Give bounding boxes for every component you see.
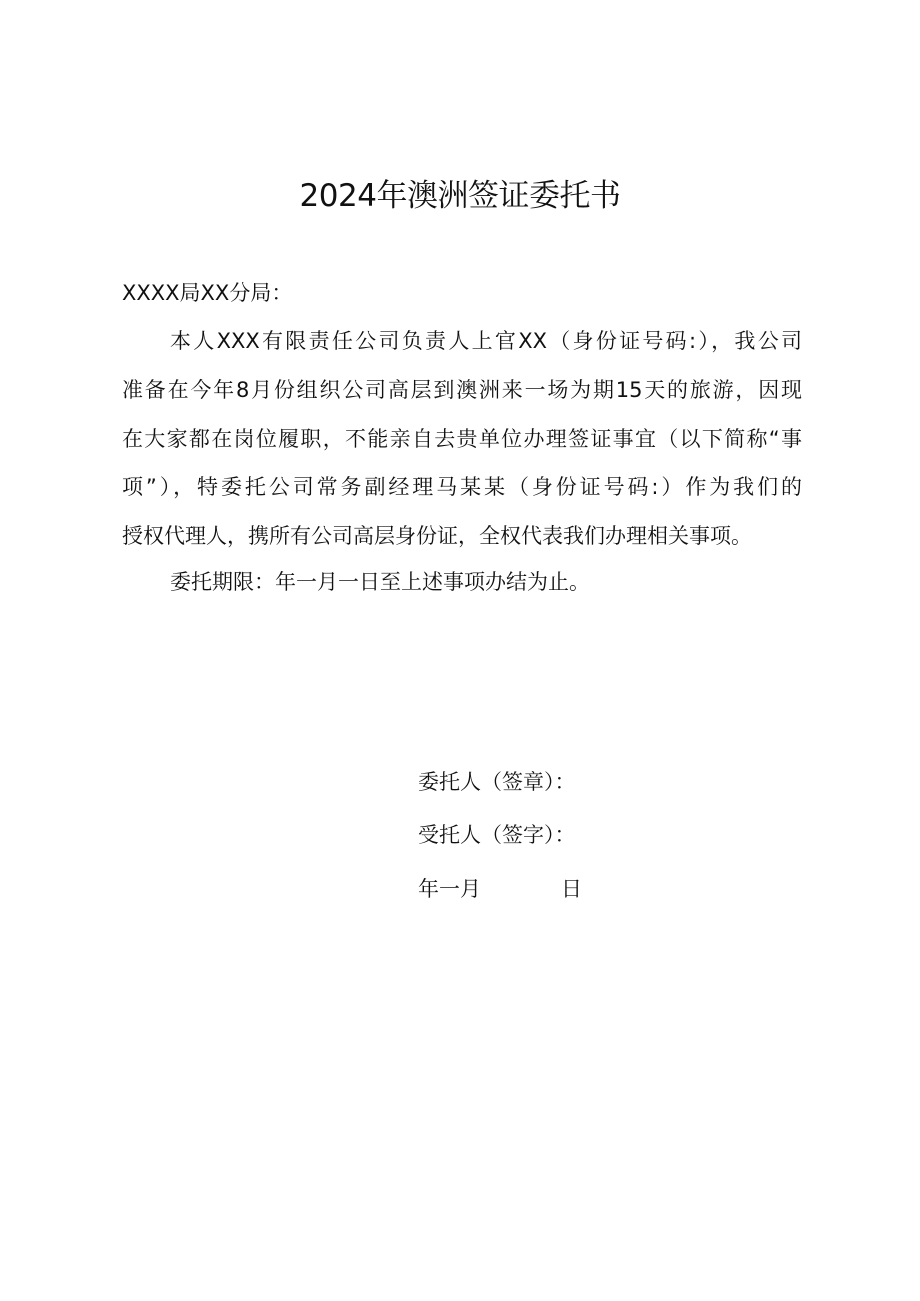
body-line: 项”），特委托公司常务副经理马某某（身份证号码:）作为我们的 [122, 475, 802, 499]
signature-date-line [418, 874, 582, 904]
entrustment-term: 委托期限：年一月一日至上述事项办结为止。 [170, 570, 590, 594]
date-day: 日 [561, 877, 582, 901]
body-line: 准备在今年8月份组织公司高层到澳洲来一场为期15天的旅游，因现 [122, 378, 802, 402]
body-line: 本人XXX有限责任公司负责人上官XX（身份证号码:），我公司 [170, 329, 802, 353]
salutation: XXXX局XX分局： [122, 281, 293, 305]
principal-signature-line: 委托人（签章）： [418, 770, 576, 794]
document-title: 2024年澳洲签证委托书 [299, 178, 621, 214]
agent-signature-line: 受托人（签字）： [418, 823, 576, 847]
date-year-month: 年一月 [418, 877, 481, 901]
body-line: 授权代理人，携所有公司高层身份证，全权代表我们办理相关事项。 [122, 524, 752, 548]
body-line: 在大家都在岗位履职，不能亲自去贵单位办理签证事宜（以下简称“事 [122, 427, 802, 451]
